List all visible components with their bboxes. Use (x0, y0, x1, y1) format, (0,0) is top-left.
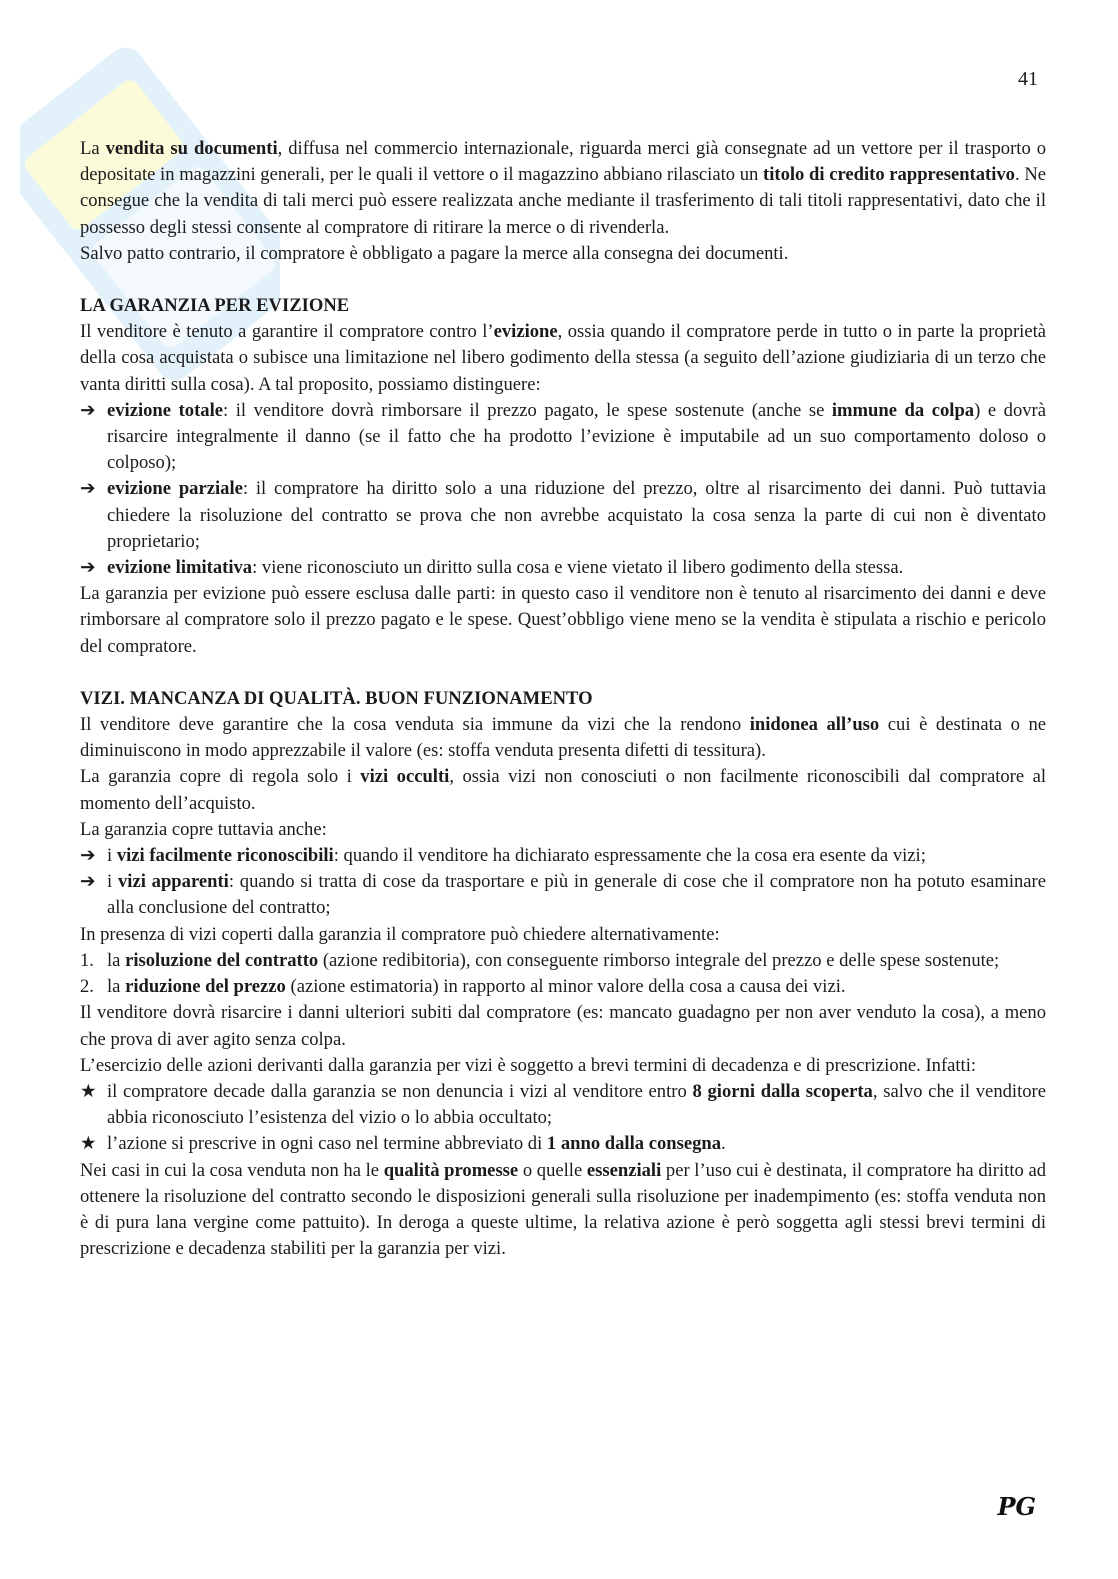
evizione-paragraph-2: La garanzia per evizione può essere esclusa dalle parti: in questo caso il venditore non è tenuto al risarcimento dei danni e deve rimborsare al compratore solo il prezzo pagato e le spese. Quest’obbligo viene meno se la vendita è stipulata a rischio e pericolo del compratore. (80, 583, 1046, 657)
list-item: ➔ evizione totale: il venditore dovrà rimborsare il prezzo pagato, le spese sostenute (anche se immune da colpa) e dovrà risarcire integralmente il danno (se il fatto che ha prodotto l’evizione è imputabile ad un suo comportamento doloso o colposo); (80, 399, 1046, 474)
vizi-list (80, 843, 1046, 922)
list-item: ★ l’azione si prescrive in ogni caso nel termine abbreviato di 1 anno dalla consegna. (80, 1131, 1046, 1157)
evizione-paragraph-1: Il venditore è tenuto a garantire il compratore contro l’evizione, ossia quando il compratore perde in tutto o in parte la proprietà della cosa acquistata o subisce una limitazione nel libero godimento della stessa (a seguito dell’azione giudiziaria di un terzo che vanta diritti sulla cosa). A tal proposito, possiamo distinguere: (80, 321, 1046, 395)
vizi-paragraph-6: L’esercizio delle azioni derivanti dalla garanzia per vizi è soggetto a brevi termini di decadenza e di prescrizione. Infatti: (80, 1054, 977, 1076)
list-number: 1. (80, 949, 94, 971)
list-item: 2. la riduzione del prezzo (azione estimatoria) in rapporto al minor valore della cosa a causa dei vizi. (80, 974, 1046, 1000)
section-heading-vizi: VIZI. MANCANZA DI QUALITÀ. BUON FUNZIONAMENTO (80, 687, 593, 709)
vizi-paragraph-1: Il venditore deve garantire che la cosa venduta sia immune da vizi che la rendono inidonea all’uso cui è destinata o ne diminuiscono in modo apprezzabile il valore (es: stoffa venduta presenta difetti di tessitura). (80, 714, 1046, 762)
intro-paragraph-1: La vendita su documenti, diffusa nel commercio internazionale, riguarda merci già consegnate ad un vettore per il trasporto o depositate in magazzini generali, per le quali il vettore o il magazzino abbiano rilasciato un titolo di credito rappresentativo. Ne consegue che la vendita di tali merci può essere realizzata anche mediante il trasferimento di tali titoli rappresentativi, dato che il possesso degli stessi consente al compratore di ritirare la merce o di rivenderla. (80, 138, 1046, 238)
list-item: ★ il compratore decade dalla garanzia se non denuncia i vizi al venditore entro 8 giorni dalla scoperta, salvo che il venditore abbia riconosciuto l’esistenza del vizio o lo abbia occultato; (80, 1080, 1046, 1129)
vizi-paragraph-5: Il venditore dovrà risarcire i danni ulteriori subiti dal compratore (es: mancato guadagno per non aver venduto la cosa), a meno che prova di aver agito senza colpa. (80, 1002, 1046, 1050)
vizi-paragraph-4: In presenza di vizi coperti dalla garanzia il compratore può chiedere alternativamente: (80, 923, 720, 945)
star-bullet-icon: ★ (80, 1080, 97, 1102)
arrow-bullet-icon: ➔ (80, 871, 96, 893)
arrow-bullet-icon: ➔ (80, 845, 96, 867)
vizi-paragraph-3: La garanzia copre tuttavia anche: (80, 818, 327, 840)
section-heading-evizione: LA GARANZIA PER EVIZIONE (80, 295, 350, 317)
list-item: ➔ evizione parziale: il compratore ha diritto solo a una riduzione del prezzo, oltre al risarcimento dei danni. Può tuttavia chiedere la risoluzione del contratto se prova che non avrebbe acquistato la cosa senza la parte di cui non è diventato proprietario; (80, 478, 1046, 552)
star-bullet-icon: ★ (80, 1133, 97, 1155)
star-list (80, 1079, 1046, 1158)
author-signature: PG (997, 1492, 1036, 1521)
page-number: 41 (1018, 68, 1038, 90)
intro-paragraph-2: Salvo patto contrario, il compratore è obbligato a pagare la merce alla consegna dei documenti. (80, 242, 789, 264)
list-item: ➔ i vizi apparenti: quando si tratta di cose da trasportare e più in generale di cose che il compratore non ha potuto esaminare alla conclusione del contratto; (80, 871, 1046, 919)
list-item: ➔ i vizi facilmente riconoscibili: quando il venditore ha dichiarato espressamente che la cosa era esente da vizi; (80, 843, 1046, 869)
arrow-bullet-icon: ➔ (80, 399, 96, 421)
list-number: 2. (80, 976, 94, 998)
evizione-list (80, 398, 1046, 581)
vizi-paragraph-7: Nei casi in cui la cosa venduta non ha le qualità promesse o quelle essenziali per l’uso cui è destinata, il compratore ha diritto ad ottenere la risoluzione del contratto secondo le disposizioni generali sulla risoluzione per inadempimento (es: stoffa venduta non è di pura lana vergine come pattuito). In deroga a queste ultime, la relativa azione è però soggetta agli stessi brevi termini di prescrizione e decadenza stabiliti per la garanzia per vizi. (80, 1159, 1046, 1260)
arrow-bullet-icon: ➔ (80, 478, 96, 500)
document-body (80, 136, 1046, 1262)
vizi-paragraph-2: La garanzia copre di regola solo i vizi occulti, ossia vizi non conosciuti o non facilmente riconoscibili dal compratore al momento dell’acquisto. (80, 766, 1046, 814)
list-item: 1. la risoluzione del contratto (azione redibitoria), con conseguente rimborso integrale del prezzo e delle spese sostenute; (80, 948, 1046, 974)
list-item: ➔ evizione limitativa: viene riconosciuto un diritto sulla cosa e viene vietato il libero godimento della stessa. (80, 555, 1046, 581)
arrow-bullet-icon: ➔ (80, 557, 96, 579)
numbered-list (80, 948, 1046, 1000)
